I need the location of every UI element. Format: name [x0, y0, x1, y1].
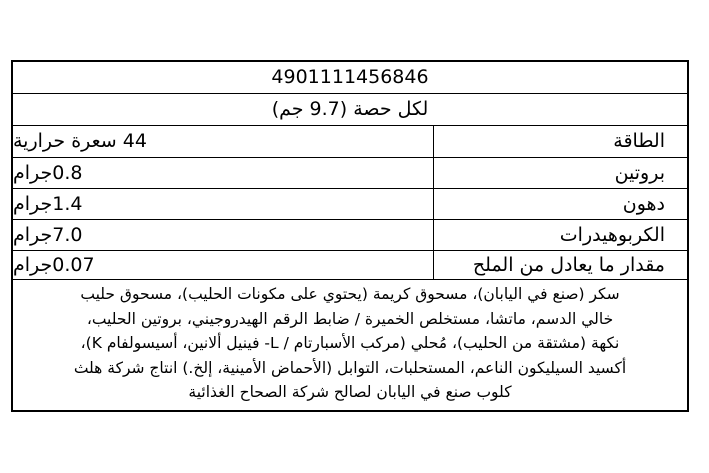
nutrient-value: 7.0جرام [13, 223, 83, 246]
nutrient-row [13, 126, 687, 158]
barcode-row [13, 62, 687, 94]
ingredients-line: نكهة (مشتقة من الحليب)، مُحلي (مركب الأسبارتام / L- فينيل ألانين، أسيسولفام K)، [80, 334, 620, 352]
nutrient-value: 1.4جرام [13, 192, 83, 215]
nutrient-row [13, 220, 687, 251]
ingredients-line: خالي الدسم، ماتشا، مستخلص الخميرة / ضابط الرقم الهيدروجيني، بروتين الحليب، [86, 309, 614, 328]
nutrient-row [13, 251, 687, 280]
ingredients-line: سكر (صنع في اليابان)، مسحوق كريمة (يحتوي على مكونات الحليب)، مسحوق حليب [80, 285, 620, 303]
barcode-number: 4901111456846 [271, 66, 429, 88]
nutrient-label: مقدار ما يعادل من الملح [472, 253, 665, 276]
nutrient-value: 44 سعرة حرارية [13, 130, 147, 152]
nutrient-label: دهون [622, 192, 665, 215]
nutrient-label: الكربوهيدرات [559, 223, 665, 246]
serving-size: لكل حصة (9.7 جم) [271, 98, 429, 120]
serving-row [13, 94, 687, 126]
ingredients-line: كلوب صنع في اليابان لصالح شركة الصحاح الغذائية [188, 383, 512, 401]
nutrient-value: 0.8جرام [13, 161, 83, 184]
nutrient-value: 0.07جرام [13, 253, 95, 276]
nutrient-label: الطاقة [613, 130, 665, 152]
nutrient-row [13, 158, 687, 189]
nutrient-row [13, 189, 687, 220]
ingredients-text [13, 280, 687, 410]
nutrition-table [11, 60, 689, 412]
ingredients-line: أكسيد السيليكون الناعم، المستحلبات، التوابل (الأحماض الأمينية، إلخ.) انتاج شركة هلث [73, 358, 627, 377]
nutrient-label: بروتين [614, 161, 665, 184]
